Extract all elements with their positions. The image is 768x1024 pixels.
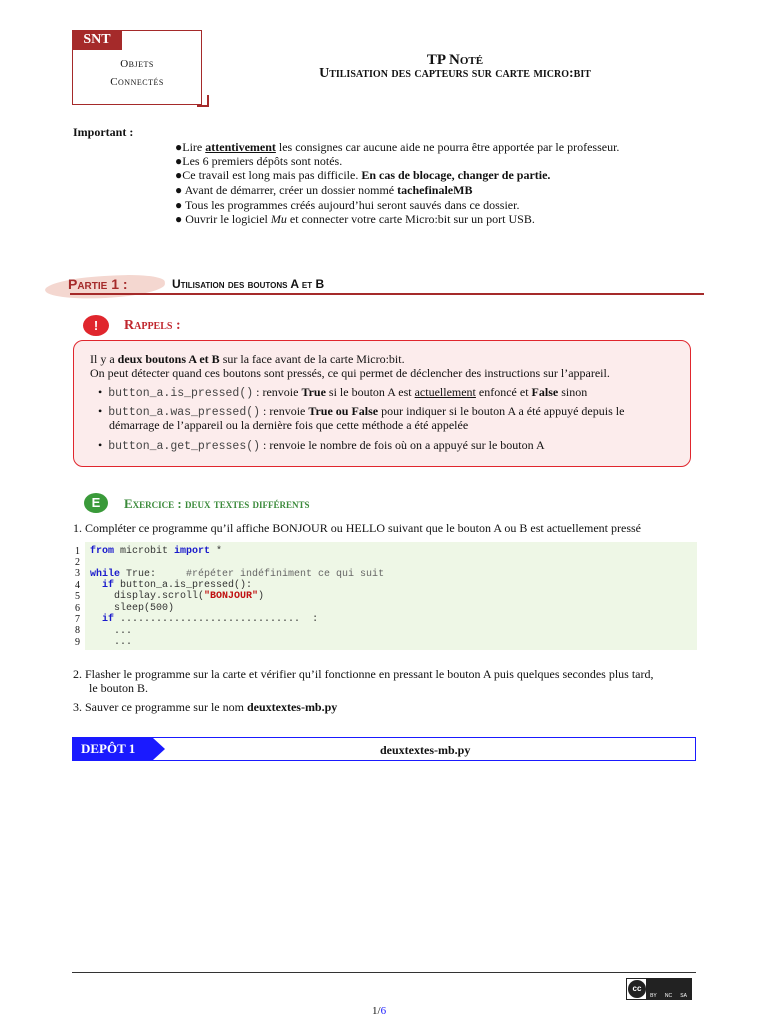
depot-filename: deuxtextes-mb.py <box>380 743 471 757</box>
depot-arrow-icon <box>153 738 165 760</box>
rappels-bullet-1: • button_a.is_pressed() : renvoie True si le bouton A est actuellement enfoncé et False sinon <box>98 385 588 400</box>
rappels-title: Rappels : <box>124 318 181 333</box>
code-line-4: if button_a.is_pressed(): <box>102 580 253 591</box>
depot-label: DEPÔT 1 <box>73 738 153 760</box>
exercise-item-2-cont: le bouton B. <box>89 681 148 695</box>
subject-line-1: Objets <box>120 58 154 70</box>
code-line-9: ... <box>90 637 133 648</box>
line-number: 6 <box>75 603 80 614</box>
important-line-1: ●Lire attentivement les consignes car aucune aide ne pourra être apportée par le professeur. <box>175 140 620 154</box>
code-line-7: if .............................. : <box>102 614 319 625</box>
doc-subtitle: Utilisation des capteurs sur carte micro:bit <box>319 66 591 81</box>
line-number: 5 <box>75 591 80 602</box>
exercise-item-1: 1. Compléter ce programme qu’il affiche BONJOUR ou HELLO suivant que le bouton A ou B est actuellement pressé <box>73 521 641 535</box>
line-number: 8 <box>75 625 80 636</box>
warning-icon: ! <box>83 315 109 336</box>
important-line-4: ● Avant de démarrer, créer un dossier nommé tachefinaleMB <box>175 183 473 197</box>
important-line-2: ●Les 6 premiers dépôts sont notés. <box>175 154 343 168</box>
rappels-bullet-2: • button_a.was_pressed() : renvoie True ou False pour indiquer si le bouton A a été appuyé depuis le <box>98 404 625 419</box>
cc-license-icon <box>626 978 692 1000</box>
subject-box-shadow <box>197 95 209 107</box>
code-line-1: from microbit import * <box>90 546 223 557</box>
rappels-line-2: On peut détecter quand ces boutons sont pressés, ce qui permet de déclencher des instructions sur l’appareil. <box>90 366 610 380</box>
footer-rule <box>72 972 696 973</box>
important-label: Important : <box>73 125 134 139</box>
important-line-5: ● Tous les programmes créés aujourd’hui seront sauvés dans ce dossier. <box>175 198 520 212</box>
exercise-icon: E <box>84 493 108 513</box>
line-number: 9 <box>75 637 80 648</box>
snt-tag: SNT <box>72 30 122 50</box>
line-number: 3 <box>75 568 80 579</box>
cc-logo: cc <box>628 980 646 998</box>
code-line-5: display.scroll("BONJOUR") <box>90 591 265 602</box>
page-total-link[interactable]: 6 <box>380 1005 387 1017</box>
subject-line-2: Connectés <box>110 76 164 88</box>
rappels-bullet-2-cont: démarrage de l’appareil ou la dernière fois que cette méthode a été appelée <box>109 418 469 432</box>
rappels-line-1: Il y a deux boutons A et B sur la face avant de la carte Micro:bit. <box>90 352 405 366</box>
important-line-6: ● Ouvrir le logiciel Mu et connecter votre carte Micro:bit sur un port USB. <box>175 212 535 226</box>
partie-rule <box>70 293 704 295</box>
cc-tags: BY NC SA <box>646 979 691 1000</box>
line-number: 1 <box>75 546 80 557</box>
important-line-3: ●Ce travail est long mais pas difficile. En cas de blocage, changer de partie. <box>175 168 551 182</box>
line-number: 2 <box>75 557 80 568</box>
exercise-item-2: 2. Flasher le programme sur la carte et vérifier qu’il fonctionne en pressant le bouton A puis quelques secondes plus tard, <box>73 667 654 681</box>
partie-title: Utilisation des boutons A et B <box>172 277 325 291</box>
line-number: 7 <box>75 614 80 625</box>
page-number: 1/6 <box>372 1005 387 1017</box>
exercise-title: Exercice : deux textes différents <box>124 496 310 511</box>
code-line-8: ... <box>90 626 133 637</box>
code-line-3: while True: #répéter indéfiniment ce qui suit <box>90 569 385 580</box>
code-line-6: sleep(500) <box>90 603 175 614</box>
exercise-item-3: 3. Sauver ce programme sur le nom deuxtextes-mb.py <box>73 700 338 714</box>
partie-label: Partie 1 : <box>68 276 128 292</box>
doc-title: TP Noté <box>426 52 484 68</box>
line-number: 4 <box>75 580 80 591</box>
rappels-bullet-3: • button_a.get_presses() : renvoie le nombre de fois où on a appuyé sur le bouton A <box>98 438 545 453</box>
